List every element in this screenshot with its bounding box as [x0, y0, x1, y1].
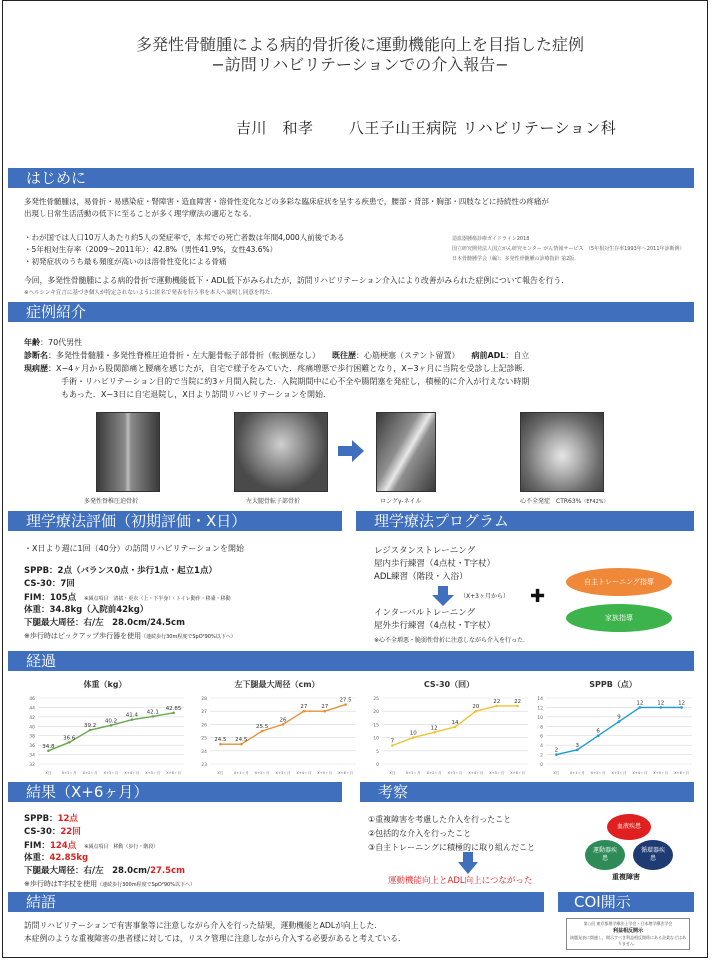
result-cs30-value: 22回: [60, 827, 81, 837]
program-line-5: 屋外歩行練習（4点杖・T字杖）: [374, 621, 496, 631]
intro-bullet-2: ・5年相対生存率（2009〜2011年）：42.8%（男性41.9%，女性43.6%）: [24, 245, 278, 254]
case-age: [24, 337, 82, 348]
x-tick-label: X+4ヶ月: [296, 771, 312, 775]
eval-walk-row: [24, 631, 236, 643]
poster-title: 多発性骨髄腫による病的骨折後に運動機能向上を目指した症例: [135, 35, 584, 54]
chart-title: CS-30（回）: [423, 680, 475, 689]
data-label: 12: [678, 700, 686, 707]
data-point: [659, 706, 662, 709]
x-tick-label: X+6ヶ月: [166, 771, 182, 775]
data-point: [323, 710, 326, 713]
author-name: 吉川 和孝: [236, 119, 314, 137]
program-line-1: レジスタンストレーニング: [374, 546, 476, 556]
data-label: 9: [617, 714, 621, 721]
data-label: 40.2: [104, 718, 118, 725]
chart-title: 左下腿最大周径（cm）: [234, 680, 320, 689]
conclusion-line-2: 本症例のような重複障害の患者様に対しては，リスク管理に注意しながら介入する必要があると考えている．: [24, 934, 406, 943]
data-point: [261, 730, 264, 733]
eval-thigh: 下腿最大周径：右/左 28.0cm/24.5cm: [24, 618, 185, 628]
x-tick-label: X+3ヶ月: [611, 771, 627, 775]
coi-event: 第○回 東京都理学療法士学会・日本理学療法学会: [583, 921, 673, 926]
data-label: 14: [451, 720, 459, 727]
data-point: [516, 705, 519, 708]
chart-weight: [20, 676, 190, 780]
plus-icon: ✚: [530, 586, 546, 607]
y-tick-label: 40: [29, 725, 35, 731]
result-thigh: [24, 866, 185, 877]
xray-nail-image: [376, 412, 436, 492]
data-label: 7: [390, 738, 395, 745]
result-sppb-value: 12点: [57, 814, 78, 824]
data-point: [68, 741, 71, 744]
discussion-conclusion: 運動機能向上とADL向上につながった: [388, 876, 533, 886]
x-tick-label: X+5ヶ月: [653, 771, 669, 775]
data-label: 12: [636, 700, 644, 707]
intro-consent: ※ヘルシンキ宣言に基づき個人が特定されないように匿名で発表を行う事を本人へ説明し同意を得た．: [24, 290, 276, 296]
y-tick-label: 12: [537, 706, 543, 712]
data-label: 27: [321, 704, 329, 711]
program-heading: 理学療法プログラム: [356, 511, 694, 531]
program-line-4: インターバルトレーニング: [374, 608, 476, 618]
y-tick-label: 20: [373, 710, 379, 716]
ref-1: 造血器腫瘍診療ガイドライン2018: [452, 236, 530, 242]
data-label: 22: [493, 698, 501, 705]
discussion-point-1: ①重複障害を考慮した介入を行ったこと: [368, 815, 512, 824]
eval-fim-row: [24, 592, 231, 605]
x-tick-label: X+5ヶ月: [317, 771, 333, 775]
data-label: 3: [575, 742, 580, 749]
y-tick-label: 28: [201, 697, 207, 702]
eval-weight: 体重：34.8kg（入院前42kg）: [24, 605, 149, 615]
x-tick-label: X+6ヶ月: [510, 771, 526, 775]
eval-fim-note: ※減点項目 清拭・更衣（上・下半身）・トイレ動作・移乗・移動: [84, 596, 231, 602]
data-point: [240, 743, 243, 746]
adl-value: ：自立: [505, 351, 530, 360]
data-label: 6: [596, 728, 600, 735]
present-label: 現病歴: [24, 364, 48, 373]
data-point: [47, 750, 50, 753]
x-tick-label: X+5ヶ月: [145, 771, 161, 775]
y-tick-label: 14: [537, 697, 543, 702]
family-guidance-label: 家族指導: [605, 614, 633, 622]
blood-disease-circle: [607, 814, 651, 840]
y-tick-label: 10: [537, 715, 543, 721]
discussion-point-3: ③自主トレーニングに積極的に取り組んだこと: [368, 843, 536, 852]
present-line-1: ：X−4ヶ月から股関節痛と腰痛を感じたが，自宅で様子をみていた．疼痛増悪で歩行困難となり，X−3ヶ月に当院を受診し上記診断．: [48, 364, 531, 373]
self-training-label: 自主トレーニング指導: [584, 577, 654, 586]
result-thigh-value: 27.5cm: [150, 866, 185, 876]
result-fim-label: FIM：: [24, 841, 50, 851]
chart-title: SPPB（点）: [589, 680, 637, 689]
data-point: [495, 705, 498, 708]
result-fim: [24, 840, 158, 853]
data-label: 42.85: [165, 705, 182, 712]
y-tick-label: 15: [373, 723, 379, 729]
result-walk-row: [24, 879, 195, 891]
x-tick-label: X日: [45, 771, 52, 775]
eval-walk: ※歩行時はピックアップ歩行器を使用: [24, 632, 142, 640]
y-tick-label: 46: [29, 697, 35, 702]
data-point: [412, 736, 415, 739]
y-tick-label: 5: [376, 749, 379, 755]
data-point: [391, 744, 394, 747]
xray-nail-caption: ロングγ-ネイル: [380, 498, 422, 505]
arrow-down-icon: [458, 852, 478, 874]
data-point: [303, 710, 306, 713]
x-tick-label: X+1ヶ月: [405, 771, 421, 775]
xray-femur-caption: 左大腿骨転子部骨折: [246, 498, 301, 505]
y-tick-label: 6: [540, 734, 543, 740]
data-point: [131, 718, 134, 721]
y-tick-label: 25: [373, 697, 379, 702]
present-line-3: もあった．X−3日に自宅退院し，X日より訪問リハビリテーションを開始．: [61, 390, 331, 399]
result-thigh-label: 下腿最大周径：右/左 28.0cm/: [24, 866, 151, 876]
data-label: 24.5: [235, 737, 248, 744]
coi-box: [566, 918, 690, 950]
data-point: [172, 712, 175, 715]
y-tick-label: 25: [201, 736, 207, 742]
result-fim-note: ※減点項目 移動（歩行・階段）: [84, 844, 159, 850]
data-label: 26: [279, 717, 287, 724]
discussion-heading: 考察: [360, 782, 694, 802]
xray-spine-image: [96, 412, 160, 492]
history-value: ：心筋梗塞（ステント留置）: [356, 351, 460, 360]
y-tick-label: 0: [540, 763, 543, 768]
data-point: [639, 706, 642, 709]
family-guidance-badge: [566, 604, 672, 632]
intro-p1a: 多発性骨髄腫は，易骨折・易感染症・腎障害・造血障害・溶骨性変化などの多彩な臨床症状を呈する疾患で，腰部・背部・胸部・四肢などに持続性の疼痛が: [24, 197, 549, 206]
x-tick-label: X+1ヶ月: [233, 771, 249, 775]
arrow-right-icon: [338, 440, 364, 462]
x-tick-label: X+6ヶ月: [338, 771, 354, 775]
data-label: 12: [430, 725, 438, 732]
conclusion-heading: 結語: [8, 892, 544, 912]
x-tick-label: X+4ヶ月: [632, 771, 648, 775]
data-point: [282, 723, 285, 726]
y-tick-label: 36: [29, 744, 35, 750]
self-training-badge: [566, 568, 672, 596]
data-label: 41.4: [125, 712, 138, 719]
eval-sppb: SPPB：2点（バランス0点・歩行1点・起立1点）: [24, 566, 217, 576]
x-tick-label: X+2ヶ月: [254, 771, 270, 775]
ref-3: 日本骨髄腫学会（編）：多発性骨髄腫の診療指針 第2版.: [452, 256, 576, 262]
xray-femur-image: [234, 412, 328, 492]
data-label: 36.6: [63, 735, 76, 742]
result-weight: [24, 853, 88, 864]
x-tick-label: X日: [553, 771, 560, 775]
eval-start: ・X日より週に1回（40分）の訪問リハビリテーションを開始: [24, 544, 245, 553]
data-label: 42.1: [146, 709, 159, 716]
xray-chest-image: [520, 412, 604, 492]
data-label: 24.5: [214, 737, 227, 744]
x-tick-label: X+1ヶ月: [569, 771, 585, 775]
intro-purpose: 今回，多発性骨髄腫による病的骨折で運動機能低下・ADL低下がみられたが，訪問リハビリテーション介入により改善がみられた症例について報告を行う．: [24, 276, 570, 285]
chest-caption-main: 心不全発症 CTR63%: [520, 498, 582, 505]
data-label: 10: [409, 730, 417, 737]
x-tick-label: X+2ヶ月: [82, 771, 98, 775]
case-heading: 症例紹介: [8, 302, 694, 322]
y-tick-label: 26: [201, 723, 207, 729]
data-label: 22: [514, 698, 522, 705]
ref-2: 国立研究開発法人国立がん研究センター がん情報サービス （5年相対生存率1993年〜2011年診断例）: [452, 246, 685, 252]
eval-cs30: CS-30：7回: [24, 579, 75, 589]
result-weight-value: 42.85kg: [49, 853, 89, 863]
result-walk-note: （連続歩行300m程度でSpO²90%以下へ）: [97, 882, 195, 888]
data-label: 2: [554, 747, 559, 754]
result-fim-value: 124点: [49, 841, 77, 851]
data-point: [433, 731, 436, 734]
x-tick-label: X+4ヶ月: [124, 771, 140, 775]
course-heading: 経過: [8, 651, 694, 671]
data-point: [680, 706, 683, 709]
coi-heading: COI開示: [558, 892, 694, 912]
data-point: [555, 753, 558, 756]
dx-label: 診断名: [24, 351, 48, 360]
data-label: 34.8: [42, 743, 55, 750]
data-point: [618, 720, 621, 723]
y-tick-label: 44: [29, 706, 35, 712]
result-cs30: [24, 827, 81, 838]
x-tick-label: X+3ヶ月: [447, 771, 463, 775]
x-tick-label: X+5ヶ月: [489, 771, 505, 775]
result-cs30-label: CS-30：: [24, 827, 61, 837]
x-tick-label: X日: [217, 771, 224, 775]
chart-title: 体重（kg）: [83, 680, 127, 689]
program-line-3: ADL練習（階段・入浴）: [374, 572, 468, 582]
x-tick-label: X+1ヶ月: [61, 771, 77, 775]
dx-value: ：多発性骨髄腫・多発性脊椎圧迫骨折・左大腿骨転子部骨折（転倒歴なし）: [48, 351, 320, 360]
age-value: ：70代男性: [40, 338, 83, 347]
x-tick-label: X+4ヶ月: [468, 771, 484, 775]
y-tick-label: 34: [29, 753, 35, 759]
age-label: 年齢: [24, 338, 40, 347]
result-sppb-label: SPPB：: [24, 814, 58, 824]
data-point: [576, 749, 579, 752]
data-label: 12: [657, 700, 665, 707]
x-tick-label: X+6ヶ月: [674, 771, 690, 775]
eval-walk-note: （連続歩行30m程度でSpO²90%以下へ）: [141, 634, 236, 640]
data-label: 27: [300, 704, 308, 711]
chart-cs30: [364, 676, 534, 780]
intro-bullet-3: ・初発症状のうち最も頻度が高いのは溶骨性変化による骨痛: [24, 257, 227, 266]
cardio-disease-label: 循環器疾患: [640, 847, 665, 862]
result-heading: 結果（X+6ヶ月）: [8, 782, 342, 802]
data-point: [89, 729, 92, 732]
eval-fim: FIM：105点: [24, 593, 77, 603]
result-walk: ※歩行時はT字杖を使用: [24, 880, 98, 888]
x-tick-label: X+2ヶ月: [426, 771, 442, 775]
multiple-disability-label: 重複障害: [612, 873, 640, 881]
chest-caption-ef: （EF42%）: [581, 499, 609, 505]
xray-spine-caption: 多発性脊椎圧迫骨折: [84, 498, 139, 505]
arrow-down-icon: [432, 586, 454, 606]
y-tick-label: 10: [373, 736, 379, 742]
y-tick-label: 2: [540, 753, 543, 759]
orthopedic-disease-label: 運動器疾患: [592, 847, 617, 862]
cardio-disease-circle: [633, 840, 673, 870]
y-tick-label: 38: [29, 734, 35, 740]
data-point: [344, 703, 347, 706]
result-sppb: [24, 814, 78, 825]
x-tick-label: X+3ヶ月: [103, 771, 119, 775]
y-tick-label: 4: [540, 744, 543, 750]
case-present: [24, 363, 531, 374]
y-tick-label: 0: [376, 763, 379, 768]
chart-thigh: [192, 676, 362, 780]
eval-heading: 理学療法評価（初期評価・X日）: [8, 511, 342, 531]
data-point: [151, 715, 154, 718]
y-tick-label: 23: [201, 763, 207, 768]
orthopedic-disease-circle: [585, 840, 625, 870]
y-tick-label: 42: [29, 715, 35, 721]
present-line-2: 手術・リハビリテーション目的で当院に約3ヶ月間入院した．入院期間中に心不全や腸閉塞を発症し，積極的に介入が行えない時期: [61, 377, 530, 386]
data-label: 39.2: [84, 723, 97, 730]
adl-label: 病前ADL: [471, 351, 506, 360]
y-tick-label: 24: [201, 749, 207, 755]
data-label: 20: [472, 704, 480, 711]
data-point: [110, 724, 113, 727]
intro-bullet-1: ・わが国では人口10万人あたり約5人の発症率で，本邦での死亡者数は年間4,000人前後である: [24, 233, 345, 242]
conclusion-line-1: 訪問リハビリテーションで有害事象等に注意しながら介入を行った結果，運動機能とADLが向上した．: [24, 921, 383, 930]
xray-chest-caption: [520, 496, 609, 505]
chart-sppb: [528, 676, 698, 780]
result-weight-label: 体重：: [24, 853, 50, 863]
data-point: [475, 710, 478, 713]
case-diagnosis: [24, 350, 529, 361]
y-tick-label: 32: [29, 763, 35, 768]
poster-subtitle: −訪問リハビリテーションでの介入報告−: [211, 55, 509, 74]
program-line-2: 屋内歩行練習（4点杖・T字杖）: [374, 559, 496, 569]
program-note: ※心不全増悪・脆弱性骨折に注意しながら介入を行った．: [374, 637, 530, 644]
coi-title: 利益相反開示: [612, 928, 643, 934]
y-tick-label: 27: [201, 710, 207, 716]
author-line: [236, 117, 616, 138]
data-point: [597, 734, 600, 737]
data-label: 27.5: [339, 697, 352, 704]
discussion-point-2: ②包括的な介入を行ったこと: [368, 829, 472, 838]
program-arrow-note: （X+3ヶ月から）: [460, 593, 509, 600]
data-label: 25.5: [256, 724, 269, 730]
x-tick-label: X日: [389, 771, 396, 775]
coi-statement: 演題発表に関連し，開示すべき利益相反関係にある企業などはありません．: [570, 935, 686, 946]
x-tick-label: X+3ヶ月: [275, 771, 291, 775]
y-tick-label: 8: [540, 725, 543, 731]
intro-heading: はじめに: [8, 168, 694, 188]
history-label: 既往歴: [332, 351, 356, 360]
data-point: [454, 726, 457, 729]
data-point: [219, 743, 222, 746]
affiliation: 八王子山王病院 リハビリテーション科: [348, 119, 617, 137]
intro-p1b: 出現し日常生活活動の低下に至ることが多く理学療法の適応となる．: [24, 209, 257, 218]
x-tick-label: X+2ヶ月: [590, 771, 606, 775]
blood-disease-label: 血液疾患: [616, 823, 641, 830]
